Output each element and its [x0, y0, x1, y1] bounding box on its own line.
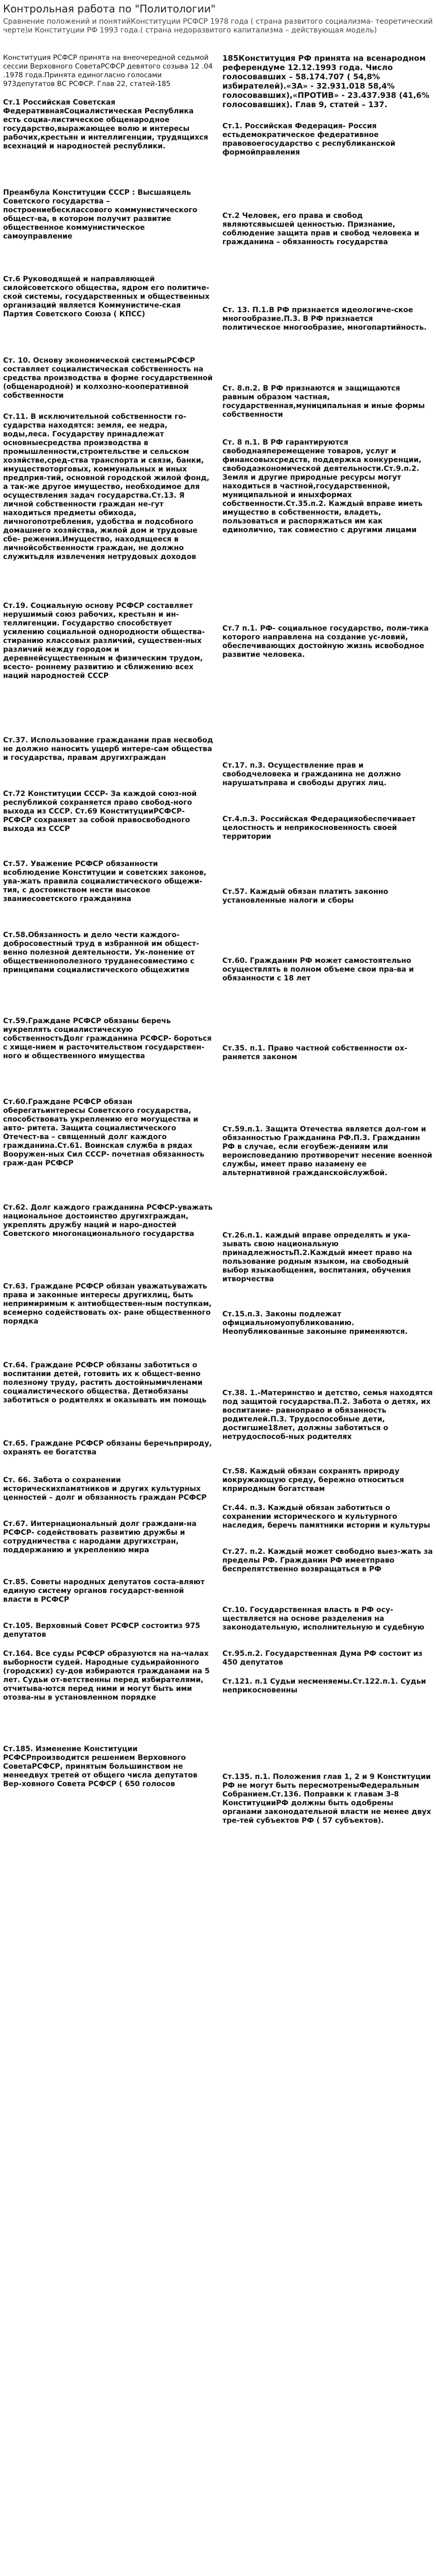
rf-1993-article: Ст.121. п.1 Судьи несменяемы.Ст.122.п.1. Судьи неприкосновенны	[222, 1677, 426, 1694]
constitution-1993-column	[222, 54, 433, 2576]
rf-1993-article: Ст.59.п.1. Защита Отечества является дол-гом и обязанностью Гражданина РФ.П.3. Гражданин РФ в случае, если егоубеж-дениям или вероисповеданию противоречит несение военной службы, имеет право назамену ее альтернативной гражданскойслужбой.	[222, 1125, 432, 1177]
rf-1993-article: Ст.17. п.3. Осуществление прав и свободчеловека и гражданина не должно нарушатьправа и свободы других лиц.	[222, 761, 401, 787]
rf-1993-article: Ст.57. Каждый обязан платить законно установленные налоги и сборы	[222, 888, 389, 905]
rsfsr-1978-article: Ст.65. Граждане РСФСР обязаны беречьприроду, охранять ее богатства	[3, 1439, 212, 1456]
rf-1993-article: Ст.27. п.2. Каждый может свободно выез-жать за пределы РФ. Гражданин РФ имеетправо беспрепятственно возвращаться в РФ	[222, 1548, 433, 1573]
rf-1993-article: Ст. 13. П.1.В РФ признается идеологиче-ское многообразие.П.3. В РФ признается политическое многообразие, многопартийность.	[222, 306, 427, 332]
rf-1993-article: Ст.35. п.1. Право частной собственности ох- раняется законом	[222, 1044, 408, 1061]
rsfsr-1978-article: Ст.72 Конституции СССР- За каждой союз-ной республикой сохраняется право свобод-ного выхода из СССР. Ст.69 КонституцииРСФСР- РСФСР сохраняет за собой правосвободного выхода из СССР	[3, 790, 197, 833]
rsfsr-1978-article: Ст.64. Граждане РСФСР обязаны заботиться о воспитании детей, готовить их к общест-венно полезному труду, растить достойнымичленами социалистического общества. Детиобязаны заботиться о родителях и оказывать им помощь	[3, 1361, 207, 1404]
rsfsr-1978-article: Ст. 10. Основу экономической системыРСФСР составляет социалистическая собственность на средства производства в форме государственной (общенародной) и колхозно-кооперативной собственности	[3, 357, 213, 400]
rf-1993-article: Ст.15.п.3. Законы подлежат официальномуопубликованию. Неопубликованные законыне применяются.	[222, 1310, 408, 1336]
rsfsr-1978-article: Ст. 66. Забота о сохранении историческихпамятников и других культурных ценностей – долг и обязанность граждан РСФСР	[3, 1476, 207, 1502]
rf-1993-article: Ст.60. Гражданин РФ может самостоятельно осуществлять в полном объеме свои пра-ва и обязанности с 18 лет	[222, 957, 414, 982]
rsfsr-1978-article: Ст.85. Советы народных депутатов соста-вляют единую систему органов государст-венной власти в РСФСР	[3, 1578, 205, 1604]
rf-1993-article: 185Конституция РФ принята на всенародном референдуме 12.12.1993 года. Число голосовавших – 58.174.707 ( 54,8% избирателей).«ЗА» - 32.931.018 58,4% голосовавших),«ПРОТИВ» - 23.437.938 (41,6% голосовавших). Глав 9, статей – 137.	[222, 54, 429, 109]
rsfsr-1978-article: Преамбула Конституции СССР : Высшаяцель Советского государства – построениебесклассового коммунистического общест-ва, в котором получит развитие общественное коммунистическое самоуправление	[3, 189, 198, 241]
rf-1993-article: Ст.4.п.3. Российская Федерацияобеспечивает целостность и неприкосновенность своей территории	[222, 815, 416, 841]
rf-1993-article: Ст.26.п.1. каждый вправе определять и ука-зывать свою национальную принадлежностьП.2.Каждый имеет право на пользование родным языком, на свободный выбор языкаобщения, воспитания, обучения итворчества	[222, 1231, 412, 1283]
rsfsr-1978-article: Ст.58.Обязанность и дело чести каждого-добросовестный труд в избранной им общест-венно полезной деятельности. Ук-лонение от общественнополезного труданесовместимо с принципами социалистического общежития	[3, 931, 199, 974]
rsfsr-1978-article: Ст.11. В исключительной собственности го-сударства находятся: земля, ее недра, воды,леса. Государству принадлежат основныесредства производства в промышленности,строительстве и сельском хозяйстве,сред-ства транспорта и связи, банки, имуществоторговых, коммунальных и иных предприя-тий, основной городской жилой фонд, а так-же другое имущество, необходимое для осуществления задач государства.Ст.13. Я личной собственности граждан не-гут находиться предметы обихода, личногопотребления, удобства и подсобного домашнего хозяйства, жилой дом и трудовые сбе- режения.Имущество, находящееся в личнойсобственности граждан, не должно служитьдля извлечения нетрудовых доходов	[3, 413, 210, 561]
rf-1993-article: Ст.58. Каждый обязан сохранять природу иокружающую среду, бережно относиться кприродным богатствам	[222, 1467, 404, 1493]
rf-1993-article: Ст.38. 1.-Материнство и детство, семья находятся под защитой государства.П.2. Забота о детях, их воспитание- равноправо и обязанность родителей.П.3. Трудоспособные дети, достигшие18лет, должны заботиться о нетрудоспособ-ных родителях	[222, 1389, 433, 1441]
rf-1993-article: Ст.1. Российская Федерация- Россия естьдемократическое федеративное правовоегосударство с республиканской формойправления	[222, 122, 395, 157]
rsfsr-1978-article: Ст.105. Верховный Совет РСФСР состоитиз 975 депутатов	[3, 1622, 200, 1639]
rf-1993-article: Ст. 8.п.2. В РФ признаются и защищаются равным образом частная, государственная,муниципальная и иные формы собственности	[222, 384, 425, 419]
rf-1993-article: Ст.95.п.2. Государственная Дума РФ состоит из 450 депутатов	[222, 1650, 423, 1667]
rf-1993-article: Ст.10. Государственная власть в РФ осу-ществляется на основе разделения на законодательную, исполнительную и судебную	[222, 1606, 425, 1632]
rsfsr-1978-article: Ст.60.Граждане РСФСР обязан оберегатьинтересы Советского государства, способствовать укреплению его могущества и авто- ритета. Защита социалистического Отечест-ва – священный долг каждого гражданина.Ст.61. Воинская служба в рядах Вооружен-ных Сил СССР- почетная обязанность граж-дан РСФСР	[3, 1098, 204, 1167]
rf-1993-article: Ст.135. п.1. Положения глав 1, 2 и 9 Конституции РФ не могут быть пересмотреныФедеральным Собранием.Ст.136. Поправки к главам 3-8 КонституцииРФ должны быть одобрены органами законодательной власти не менее двух тре-тей субъектов РФ ( 57 субъектов).	[222, 1773, 431, 1825]
page-description: Сравнение положений и понятийКонституции РСФСР 1978 года ( страна развитого социализма- теоретический черте)и Конституции РФ 1993 года.( страна недоразвитого капитализма – действующая модель)	[3, 18, 433, 35]
rf-1993-article: Ст. 8 п.1. В РФ гарантируются свободнаяперемещение товаров, услуг и финансовыхсредств, поддержка конкуренции, свободаэкономической деятельности.Ст.9.п.2. Земля и другие природные ресурсы могут находиться в частной,государственной, муниципальной и иныхформах собственности.Ст.35.п.2. Каждый вправе иметь имущество в собственности, владеть, пользоваться и распоряжаться им как единолично, так совместно с другими лицами	[222, 438, 423, 534]
rf-1993-article: Ст.44. п.3. Каждый обязан заботиться о сохранении исторического и культурного наследия, беречь памятники истории и культуры	[222, 1504, 430, 1530]
rsfsr-1978-article: Ст.63. Граждане РСФСР обязан уважатьуважать права и законные интересы другихлиц, быть непримиримым к антиобществен-ным поступкам, всемерно содействовать ох- ране общественного порядка	[3, 1282, 212, 1326]
rf-1993-article: Ст.2 Человек, его права и свобод являютсявысшей ценностью. Признание, соблюдение защита прав и свобод человека и гражданина – обязанность государства	[222, 212, 420, 246]
rsfsr-1978-article: Ст.185. Изменение Конституции РСФСРпроизводится решением Верховного СоветаРСФСР, принятым большинством не менеедвух третей от общего числа депутатов Вер-ховного Совета РСФСР ( 650 голосов	[3, 1745, 198, 1788]
rsfsr-1978-article: Ст.62. Долг каждого гражданина РСФСР-уважать национальное достоинство другихграждан, укреплять дружбу наций и наро-дностей Советского многонационального государства	[3, 1204, 213, 1238]
rsfsr-1978-article: Ст.19. Социальную основу РСФСР составляет нерушимый союз рабочих, крестьян и ин-теллигенции. Государство способствует усилению социальной однородности общества-стиранию классовых различий, существен-ных различий между городом и деревнейсущественным и физическим трудом, всесто- роннему развитию и сближению всех наций народностей СССР	[3, 602, 205, 680]
rsfsr-1978-article: Ст.67. Интернациональный долг граждани-на РСФСР- содействовать развитию дружбы и сотрудничества с народами другихстран, поддержанию и укреплению мира	[3, 1520, 197, 1554]
rsfsr-1978-article: Конституция РСФСР принята на внеочередной седьмой сессии Верховного СоветаРСФСР девятого созыва 12 .04 .1978 года.Принята единогласно голосами 973депутатов ВС РСФСР. Глав 22, статей-185	[3, 54, 213, 88]
rsfsr-1978-article: Ст.164. Все суды РСФСР образуются на на-чалах выборности судей. Народные судьирайонного (городских) су-дов избираются гражданами на 5 лет. Судьи от-ветственны перед избирателями, отчитыва-ются перед ними и могут быть ими отозва-ны в установленном порядке	[3, 1650, 210, 1702]
rsfsr-1978-article: Ст.57. Уважение РСФСР обязанности всоблюдение Конституции и советских законов, ува-жать правила социалистического общежи-тия, с достоинством нести высокое званиесоветского гражданина	[3, 860, 206, 903]
rsfsr-1978-article: Ст.1 Российская Советская ФедеративнаяСоциалистическая Республика есть социа-листическое общенародное государство,выражающее волю и интересы рабочих,крестьян и интеллигенции, трудящихся всехнаций и народностей республики.	[3, 98, 208, 150]
rf-1993-article: Ст.7 п.1. РФ- социальное государство, поли-тика которого направлена на создание ус-ловий, обеспечивающих достойную жизнь исвободное развитие человека.	[222, 624, 429, 659]
constitution-1978-column	[3, 54, 213, 2576]
rsfsr-1978-article: Ст.59.Граждане РСФСР обязаны беречь иукреплять социалистическую собственностьДолг гражданина РСФСР- бороться с хище-нием и расточительством государствен-ного и общественного имущества	[3, 1017, 212, 1060]
page-title: Контрольная работа по "Политологии"	[3, 3, 216, 15]
rsfsr-1978-article: Ст.37. Использование гражданами прав несвобод не должно наносить ущерб интере-сам общества и государства, правам другихграждан	[3, 736, 213, 762]
rsfsr-1978-article: Ст.6 Руководящей и направляющей силойсоветского общества, ядром его политиче-ской системы, государственных и общественных организаций является Коммунистиче-ская Партия Советского Союза ( КПСС)	[3, 275, 210, 318]
